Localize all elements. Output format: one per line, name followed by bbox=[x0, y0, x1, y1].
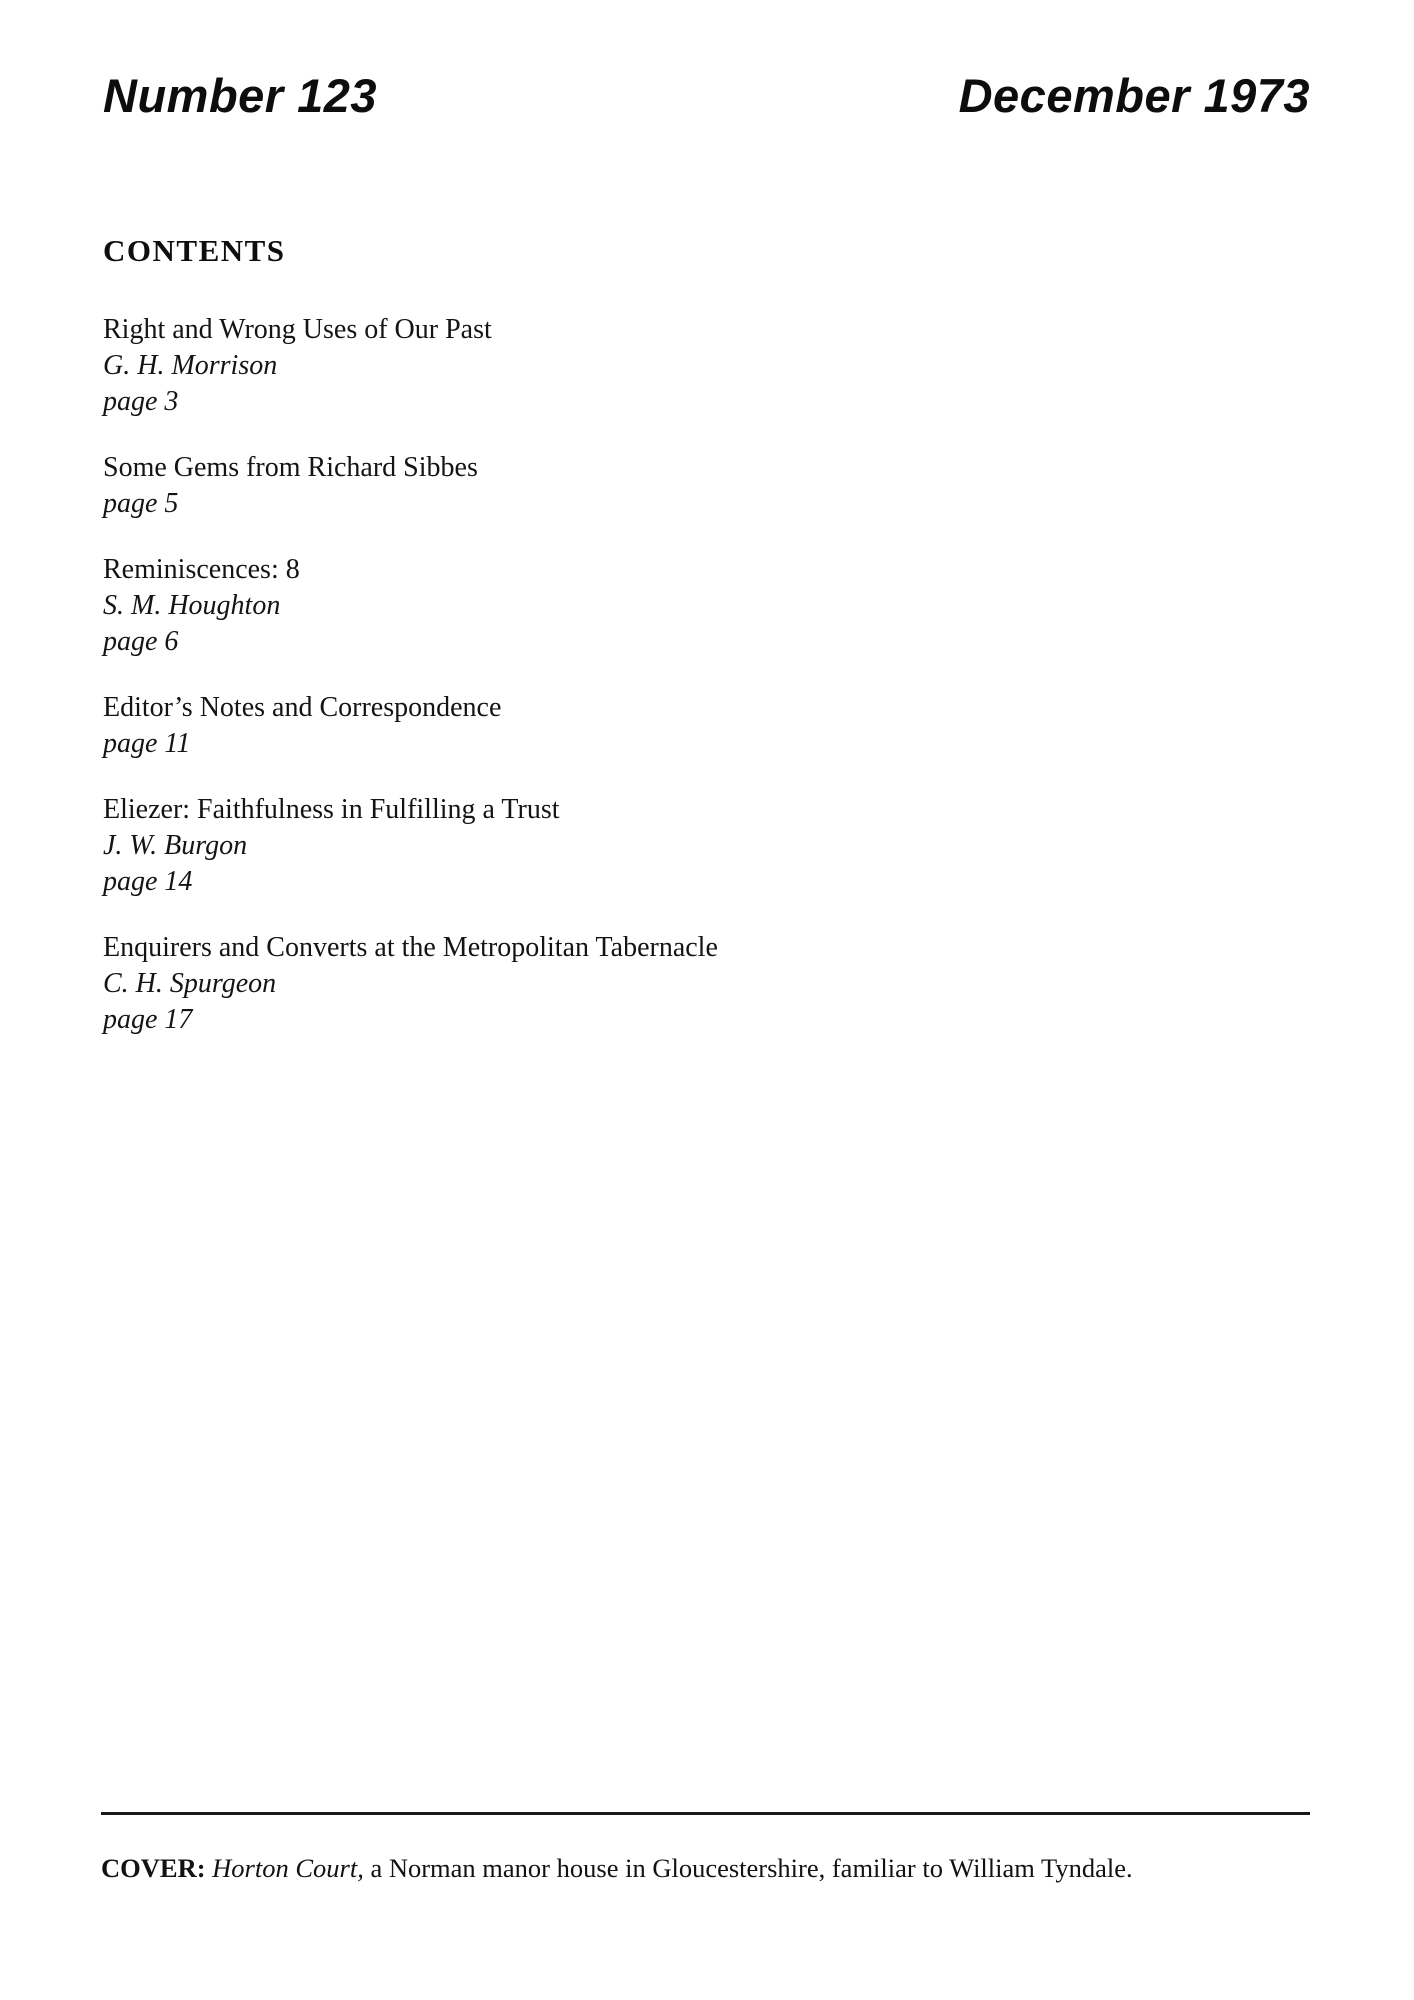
toc-item bbox=[103, 312, 1310, 420]
cover-title: Horton Court, bbox=[212, 1853, 364, 1883]
toc-item bbox=[103, 690, 1310, 762]
cover-label: COVER: bbox=[101, 1853, 206, 1883]
divider-rule bbox=[101, 1812, 1310, 1815]
article-page: page 3 bbox=[103, 385, 179, 417]
article-page: page 17 bbox=[103, 1003, 193, 1035]
article-author: S. M. Houghton bbox=[103, 589, 281, 621]
article-author: C. H. Spurgeon bbox=[103, 967, 277, 999]
contents-heading: CONTENTS bbox=[103, 232, 286, 268]
issue-number: Number 123 bbox=[103, 69, 378, 122]
table-of-contents bbox=[103, 312, 1310, 1038]
article-title: Enquirers and Converts at the Metropolitan Tabernacle bbox=[103, 931, 718, 963]
article-page: page 6 bbox=[103, 625, 179, 657]
article-page: page 5 bbox=[103, 487, 179, 519]
toc-item bbox=[103, 450, 1310, 522]
issue-date: December 1973 bbox=[958, 69, 1310, 122]
footer bbox=[101, 1812, 1310, 1885]
article-author: J. W. Burgon bbox=[103, 829, 248, 861]
article-page: page 14 bbox=[103, 865, 193, 897]
masthead bbox=[103, 70, 1310, 123]
article-author: G. H. Morrison bbox=[103, 349, 278, 381]
article-title: Some Gems from Richard Sibbes bbox=[103, 451, 478, 483]
cover-description: a Norman manor house in Gloucestershire, familiar to William Tyndale. bbox=[370, 1853, 1133, 1883]
cover-note bbox=[101, 1851, 1310, 1885]
article-title: Right and Wrong Uses of Our Past bbox=[103, 313, 492, 345]
toc-item bbox=[103, 792, 1310, 900]
article-title: Eliezer: Faithfulness in Fulfilling a Trust bbox=[103, 793, 560, 825]
article-title: Editor’s Notes and Correspondence bbox=[103, 691, 502, 723]
toc-item bbox=[103, 930, 1310, 1038]
article-page: page 11 bbox=[103, 727, 191, 759]
toc-item bbox=[103, 552, 1310, 660]
article-title: Reminiscences: 8 bbox=[103, 553, 300, 585]
